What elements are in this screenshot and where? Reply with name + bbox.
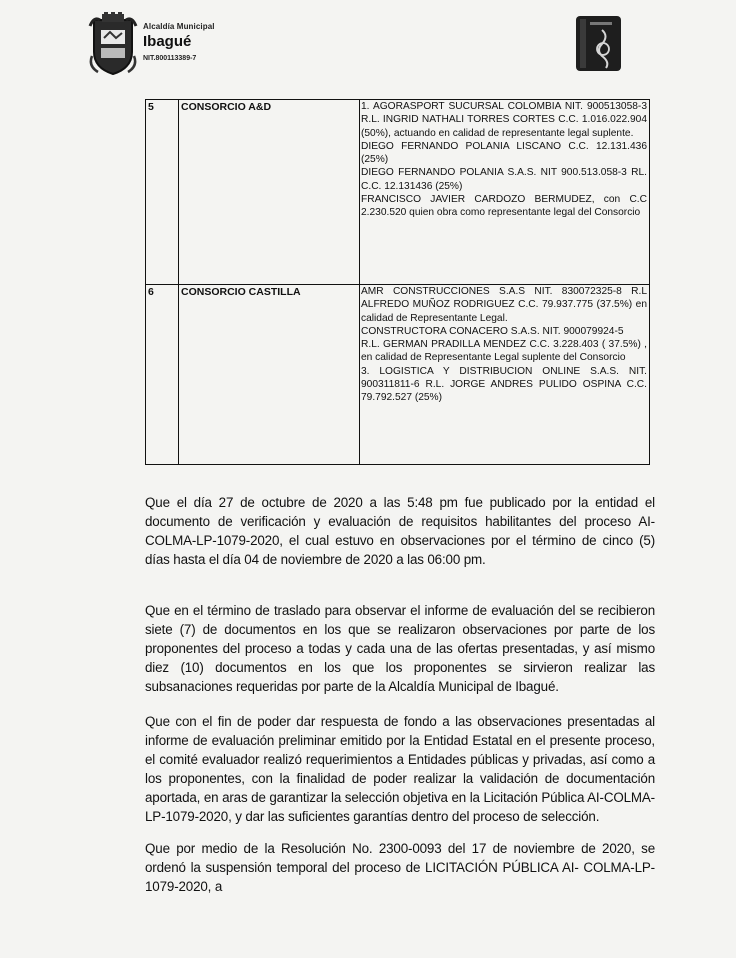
consortium-name: CONSORCIO CASTILLA xyxy=(179,285,360,465)
consortium-members xyxy=(360,100,650,285)
consortium-name: CONSORCIO A&D xyxy=(179,100,360,285)
member-entry: DIEGO FERNANDO POLANIA S.A.S. NIT 900.513.058-3 RL. C.C. 12.131436 (25%) xyxy=(361,167,647,192)
consortium-table xyxy=(145,99,650,465)
member-entry: DIEGO FERNANDO POLANIA LISCANO C.C. 12.131.436 (25%) xyxy=(361,140,647,166)
member-entry: CONSTRUCTORA CONACERO S.A.S. NIT. 900079924-5 xyxy=(361,325,624,337)
paragraph-committee: Que con el fin de poder dar respuesta de fondo a las observaciones presentadas al informe de evaluación preliminar emitido por la Entidad Estatal en el presente proceso, el comité evaluador realizó requerimientos a Entidades públicas y privadas, así como a los proponentes, con la finalidad de poder realizar la validación de documentación aportada, en aras de garantizar la selección objetiva en la Licitación Pública AI-COLMA-LP-1079-2020, y dar las suficientes garantías dentro del proceso de selección. xyxy=(145,714,655,824)
municipal-shield-logo xyxy=(88,12,138,76)
row-number: 5 xyxy=(146,100,179,285)
member-entry: R.L. GERMAN PRADILLA MENDEZ C.C. 3.228.403 ( 37.5%) , en calidad de Representante Legal suplente del Consorcio xyxy=(361,339,647,364)
member-entry: AMR CONSTRUCCIONES S.A.S NIT. 830072325-8 R.L ALFREDO MUÑOZ RODRIGUEZ C.C. 79.937.775 (37.5%) en calidad de Representante Legal. xyxy=(361,286,647,324)
paragraph-publication: Que el día 27 de octubre de 2020 a las 5:48 pm fue publicado por la entidad el documento de verificación y evaluación de requisitos habilitantes del proceso AI-COLMA-LP-1079-2020, el cual estuvo en observaciones por el término de cinco (5) días hasta el día 04 de noviembre de 2020 a las 06:00 pm. xyxy=(145,495,655,567)
table-row xyxy=(146,285,650,465)
organization-block xyxy=(143,22,253,62)
row-number: 6 xyxy=(146,285,179,465)
paragraph-resolution: Que por medio de la Resolución No. 2300-0093 del 17 de noviembre de 2020, se ordenó la suspensión temporal del proceso de LICITACIÓN PÚBLICA AI- COLMA-LP-1079-2020, a xyxy=(145,841,655,894)
table-row xyxy=(146,100,650,285)
member-entry: 3. LOGISTICA Y DISTRIBUCION ONLINE S.A.S. NIT. 900311811-6 R.L. JORGE ANDRES PULIDO OSPINA C.C. 79.792.527 (25%) xyxy=(361,365,647,404)
member-entry: 1. AGORASPORT SUCURSAL COLOMBIA NIT. 900513058-3 R.L. INGRID NATHALI TORRES CORTES C.C. 1.016.022.904 (50%), actuando en calidad de representante legal suplente. xyxy=(361,101,647,139)
conservatory-emblem-logo xyxy=(576,16,621,71)
consortium-members xyxy=(360,285,650,465)
org-city: Ibagué xyxy=(143,33,192,50)
org-nit: NIT.800113389-7 xyxy=(143,55,197,62)
paragraph-observations: Que en el término de traslado para observar el informe de evaluación del se recibieron siete (7) de documentos en los que se realizaron observaciones por parte de los proponentes del proceso a todas y cada una de las ofertas presentadas, y así mismo diez (10) documentos en los que los proponentes se sirvieron realizar las subsanaciones requeridas por parte de la Alcaldía Municipal de Ibagué. xyxy=(145,603,655,694)
org-name: Alcaldía Municipal xyxy=(143,22,215,31)
member-entry: FRANCISCO JAVIER CARDOZO BERMUDEZ, con C.C 2.230.520 quien obra como representante legal del Consorcio xyxy=(361,194,647,219)
